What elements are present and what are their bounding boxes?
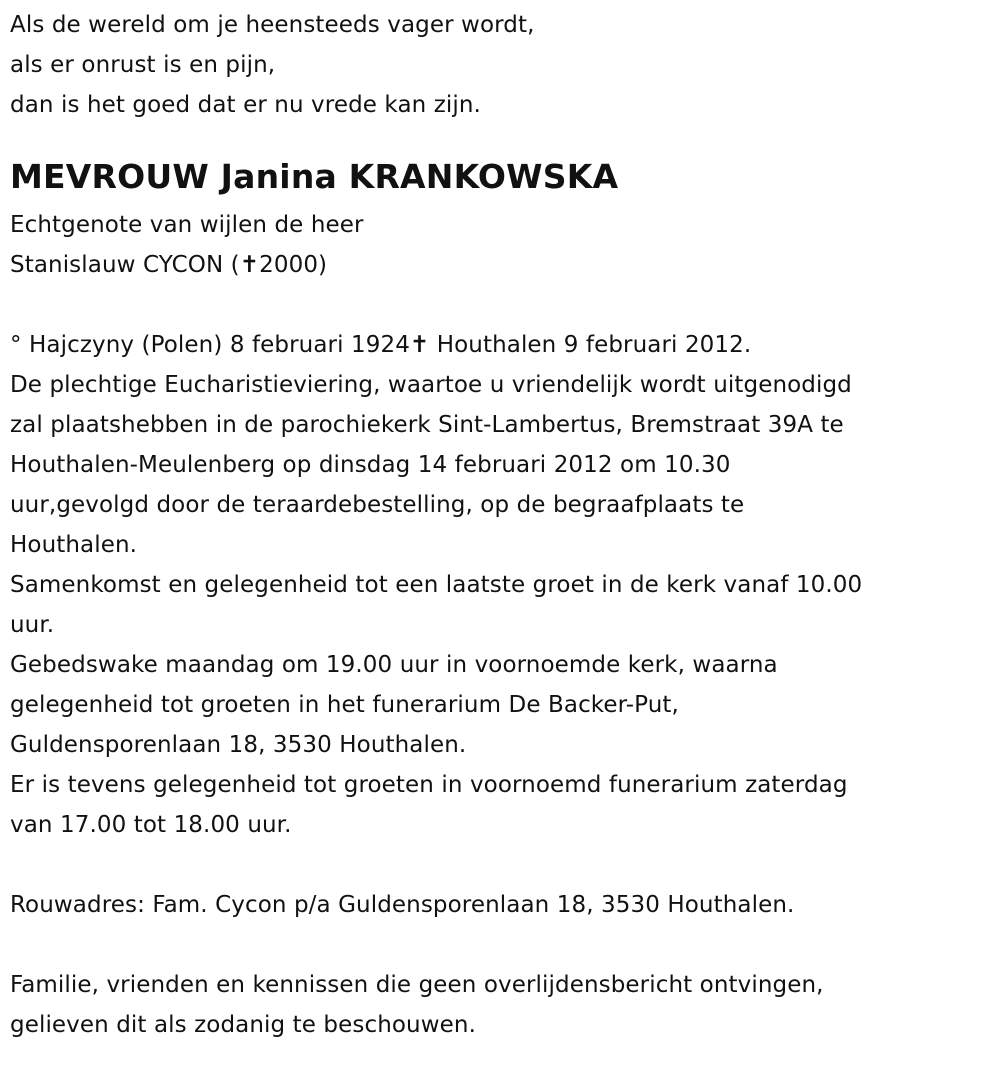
poem-block	[10, 5, 995, 125]
details-block	[10, 325, 995, 845]
details-line: van 17.00 tot 18.00 uur.	[10, 812, 292, 838]
deceased-name: MEVROUW Janina KRANKOWSKA	[10, 157, 619, 196]
spouse-block	[10, 205, 995, 285]
details-line: uur,gevolgd door de teraardebestelling, op de begraafplaats te	[10, 492, 745, 518]
spacer	[10, 285, 995, 325]
details-line: Houthalen.	[10, 532, 138, 558]
details-line: Gebedswake maandag om 19.00 uur in voornoemde kerk, waarna	[10, 652, 778, 678]
spouse-line: Echtgenote van wijlen de heer	[10, 212, 364, 238]
spacer	[10, 845, 995, 885]
details-line: Samenkomst en gelegenheid tot een laatste groet in de kerk vanaf 10.00	[10, 572, 863, 598]
birth-death-line: ° Hajczyny (Polen) 8 februari 1924✝ Houthalen 9 februari 2012.	[10, 332, 752, 358]
poem-line: dan is het goed dat er nu vrede kan zijn.	[10, 92, 481, 118]
details-line: zal plaatshebben in de parochiekerk Sint-Lambertus, Bremstraat 39A te	[10, 412, 844, 438]
poem-line: Als de wereld om je heensteeds vager wordt,	[10, 12, 535, 38]
mourning-address: Rouwadres: Fam. Cycon p/a Guldensporenlaan 18, 3530 Houthalen.	[10, 892, 795, 918]
details-line: Er is tevens gelegenheid tot groeten in voornoemd funerarium zaterdag	[10, 772, 848, 798]
closing-line: Familie, vrienden en kennissen die geen overlijdensbericht ontvingen,	[10, 972, 824, 998]
details-line: Guldensporenlaan 18, 3530 Houthalen.	[10, 732, 467, 758]
details-line: Houthalen-Meulenberg op dinsdag 14 februari 2012 om 10.30	[10, 452, 731, 478]
closing-block	[10, 965, 995, 1045]
obituary-notice	[10, 5, 995, 1045]
details-line: uur.	[10, 612, 55, 638]
details-line: De plechtige Eucharistieviering, waartoe u vriendelijk wordt uitgenodigd	[10, 372, 852, 398]
closing-line: gelieven dit als zodanig te beschouwen.	[10, 1012, 476, 1038]
poem-line: als er onrust is en pijn,	[10, 52, 276, 78]
spacer	[10, 925, 995, 965]
details-line: gelegenheid tot groeten in het funerarium De Backer-Put,	[10, 692, 679, 718]
spouse-line: Stanislauw CYCON (✝2000)	[10, 252, 328, 278]
